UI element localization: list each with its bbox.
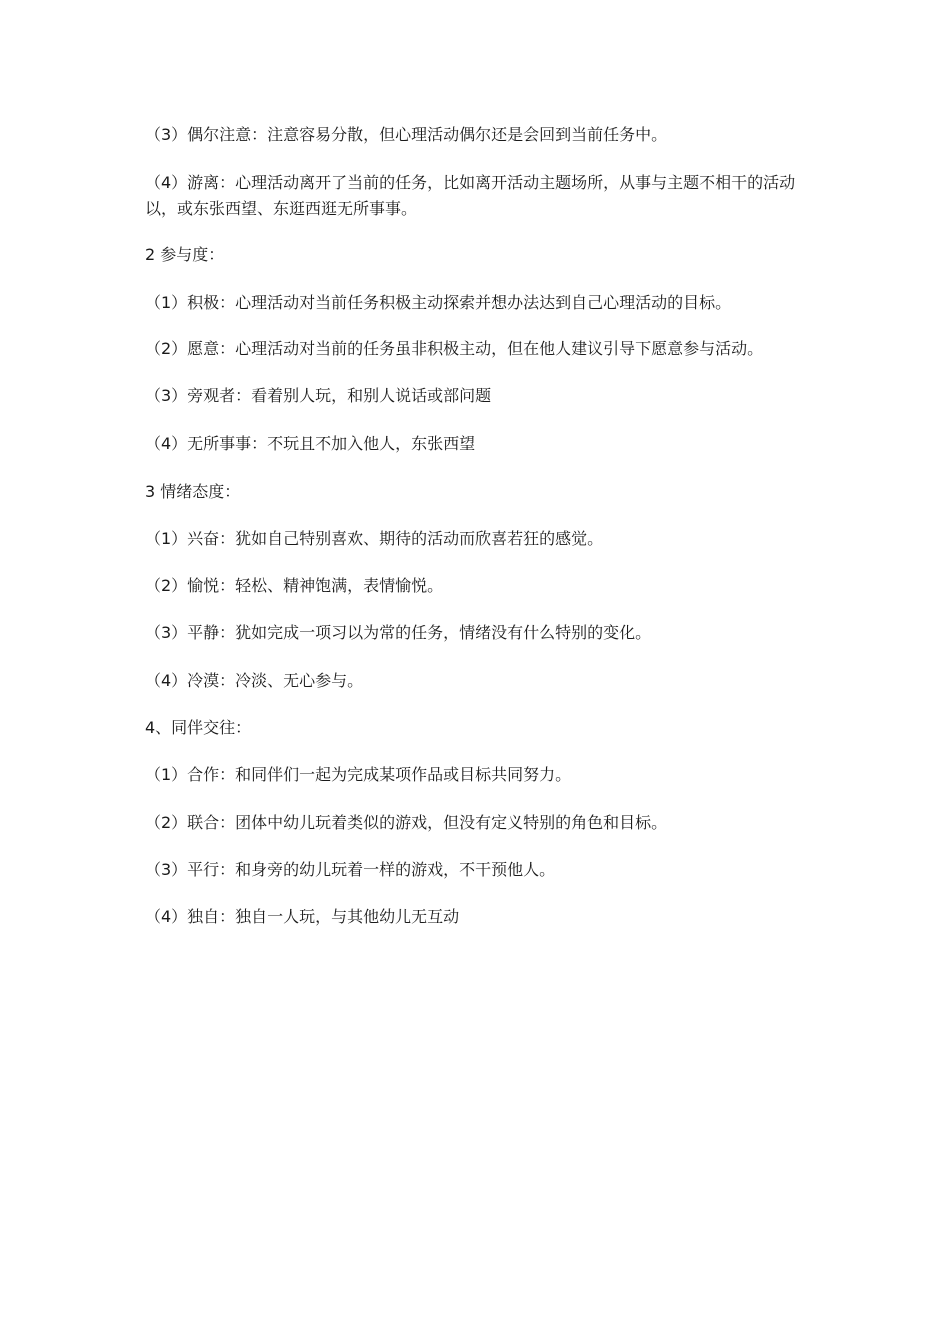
text-line: （2）联合：团体中幼儿玩着类似的游戏，但没有定义特别的角色和目标。	[145, 813, 668, 832]
text-line: （3）平静：犹如完成一项习以为常的任务，情绪没有什么特别的变化。	[145, 623, 652, 642]
text-line: （2）愉悦：轻松、精神饱满，表情愉悦。	[145, 576, 444, 595]
text-paragraph: （4）游离：心理活动离开了当前的任务，比如离开活动主题场所，从事与主题不相干的活动以，或东张西望、东逛西逛无所事事。	[145, 173, 796, 218]
text-line: （4）独自：独自一人玩，与其他幼儿无互动	[145, 907, 460, 926]
text-line: （3）旁观者：看着别人玩，和别人说话或部问题	[145, 386, 492, 405]
section-heading: 2 参与度：	[145, 245, 225, 264]
text-line: （1）积极：心理活动对当前任务积极主动探索并想办法达到自己心理活动的目标。	[145, 293, 732, 312]
text-line: （2）愿意：心理活动对当前的任务虽非积极主动，但在他人建议引导下愿意参与活动。	[145, 339, 764, 358]
section-heading: 3 情绪态度：	[145, 482, 241, 501]
section-heading: 4、同伴交往：	[145, 718, 252, 737]
text-line: （1）兴奋：犹如自己特别喜欢、期待的活动而欣喜若狂的感觉。	[145, 529, 604, 548]
document-page	[145, 0, 835, 1344]
text-line: （4）冷漠：冷淡、无心参与。	[145, 671, 364, 690]
text-line: （4）无所事事：不玩且不加入他人，东张西望	[145, 434, 476, 453]
text-line: （3）偶尔注意：注意容易分散，但心理活动偶尔还是会回到当前任务中。	[145, 125, 668, 144]
text-line: （3）平行：和身旁的幼儿玩着一样的游戏，不干预他人。	[145, 860, 556, 879]
text-line: （1）合作：和同伴们一起为完成某项作品或目标共同努力。	[145, 765, 572, 784]
